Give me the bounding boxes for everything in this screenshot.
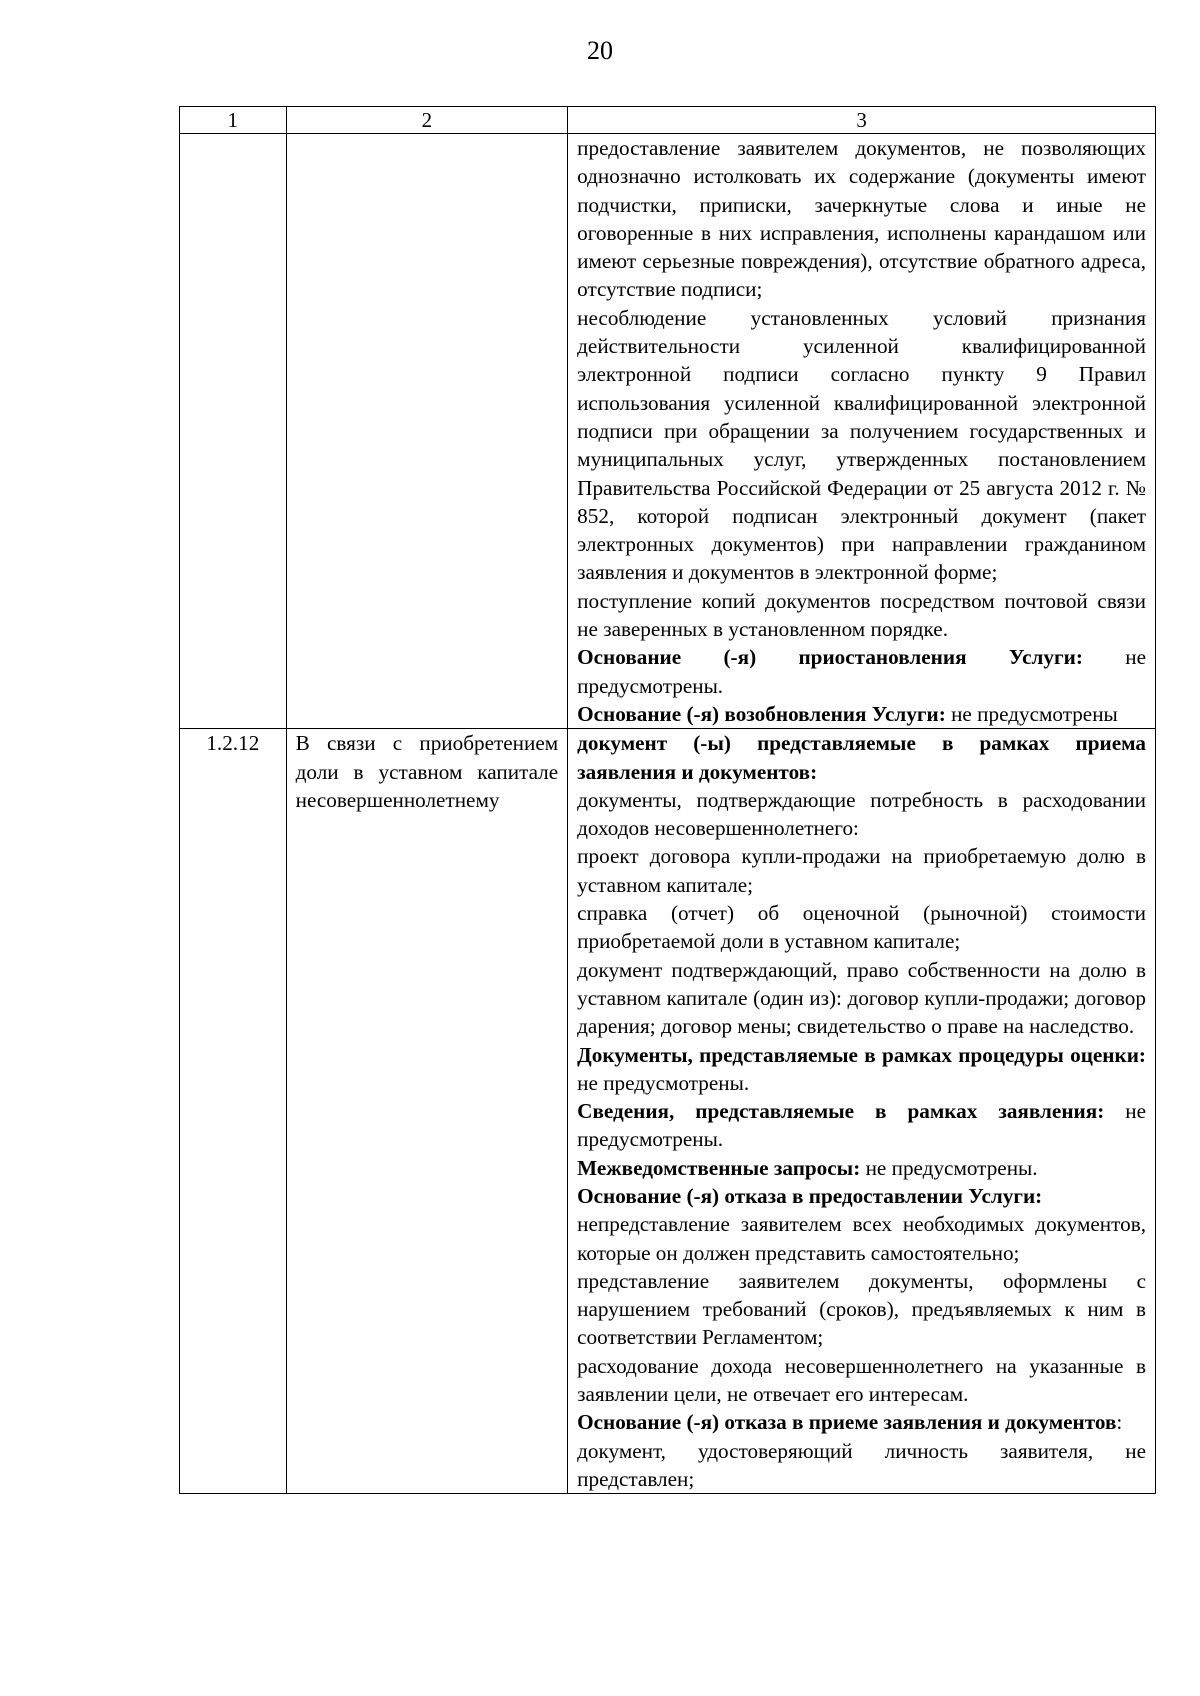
header-col-1: 1	[180, 107, 287, 134]
detail-paragraph: документ (-ы) представляемые в рамках приема заявления и документов:	[577, 731, 1146, 784]
detail-paragraph: Межведомственные запросы: не предусмотрены.	[577, 1155, 1038, 1180]
detail-paragraph: документ, удостоверяющий личность заявителя, не представлен;	[577, 1438, 1146, 1491]
row-number: 1.2.12	[180, 729, 287, 1494]
detail-paragraph: поступление копий документов посредством почтовой связи не заверенных в установленном порядке.	[577, 588, 1146, 642]
header-col-2: 2	[286, 107, 568, 134]
detail-paragraph: представление заявителем документы, оформлены с нарушением требований (сроков), предъявляемых к ним в соответствии Регламентом;	[577, 1268, 1146, 1350]
row-number	[180, 134, 287, 729]
detail-paragraph: документы, подтверждающие потребность в расходовании доходов несовершеннолетнего:	[577, 787, 1146, 841]
detail-paragraph: Основание (-я) отказа в предоставлении Услуги:	[577, 1183, 1043, 1208]
detail-paragraph: непредставление заявителем всех необходимых документов, которые он должен представить самостоятельно;	[577, 1212, 1146, 1265]
detail-paragraph: Основание (-я) возобновления Услуги: не предусмотрены	[577, 701, 1118, 726]
detail-paragraph: Основание (-я) отказа в приеме заявления и документов:	[577, 1410, 1123, 1435]
row-details	[568, 134, 1156, 729]
detail-paragraph: предоставление заявителем документов, не позволяющих однозначно истолковать их содержание (документы имеют подчистки, приписки, зачеркнутые слова и иные не оговоренные в них исправления, исполнены карандашом или имеют серьезные повреждения), отсутствие обратного адреса, отсутствие подписи;	[577, 136, 1146, 302]
detail-paragraph: Сведения, представляемые в рамках заявления: не предусмотрены.	[577, 1099, 1146, 1152]
row-service-name: В связи с приобретением доли в уставном капитале несовершеннолетнему	[286, 729, 568, 1494]
row-service-name	[286, 134, 568, 729]
table-row	[180, 729, 1156, 1494]
detail-paragraph: документ подтверждающий, право собственности на долю в уставном капитале (один из): договор купли-продажи; договор дарения; договор мены; свидетельство о праве на наследство.	[577, 957, 1146, 1039]
table-row	[180, 134, 1156, 729]
detail-paragraph: расходование дохода несовершеннолетнего на указанные в заявлении цели, не отвечает его интересам.	[577, 1353, 1146, 1407]
regulation-table	[179, 106, 1156, 1494]
row-details	[568, 729, 1156, 1494]
detail-paragraph: несоблюдение установленных условий признания действительности усиленной квалифицированной электронной подписи согласно пункту 9 Правил использования усиленной квалифицированной электронной подписи при обращении за получением государственных и муниципальных услуг, утвержденных постановлением Правительства Российской Федерации от 25 августа 2012 г. № 852, которой подписан электронный документ (пакет электронных документов) при направлении гражданином заявления и документов в электронной форме;	[577, 305, 1146, 585]
detail-paragraph: проект договора купли-продажи на приобретаемую долю в уставном капитале;	[577, 844, 1146, 897]
detail-paragraph: справка (отчет) об оценочной (рыночной) стоимости приобретаемой доли в уставном капитале;	[577, 901, 1146, 954]
page-number: 20	[587, 36, 613, 65]
table-header-row	[180, 107, 1156, 134]
header-col-3: 3	[568, 107, 1156, 134]
detail-paragraph: Основание (-я) приостановления Услуги: не предусмотрены.	[577, 645, 1146, 698]
detail-paragraph: Документы, представляемые в рамках процедуры оценки: не предусмотрены.	[577, 1042, 1146, 1095]
